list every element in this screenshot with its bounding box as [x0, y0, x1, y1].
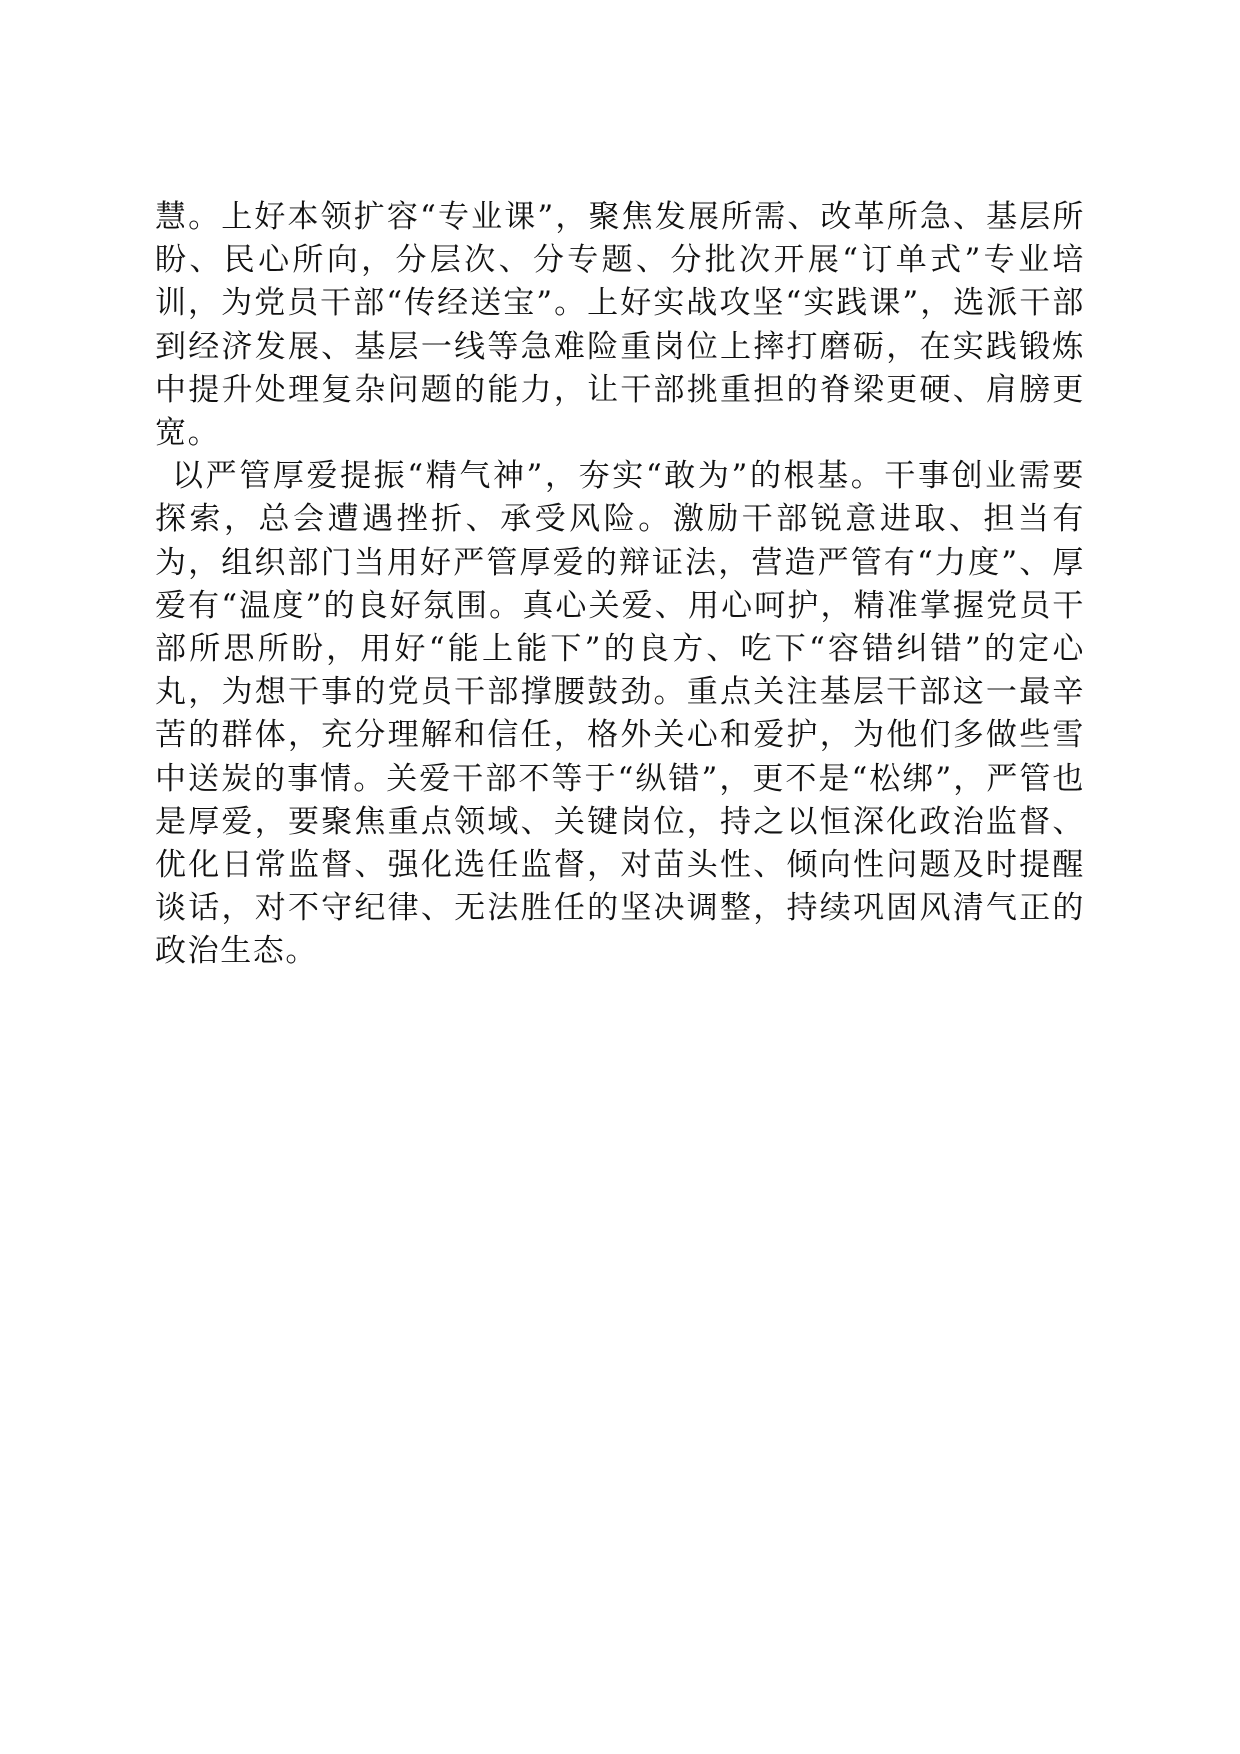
paragraph-continuation: 慧。上好本领扩容“专业课”，聚焦发展所需、改革所急、基层所盼、民心所向，分层次、分专题、分批次开展“订单式”专业培训，为党员干部“传经送宝”。上好实战攻坚“实践课”，选派干部到经济发展、基层一线等急难险重岗位上摔打磨砺，在实践锻炼中提升处理复杂问题的能力，让干部挑重担的脊梁更硬、肩膀更宽。: [155, 199, 1085, 452]
paragraph-strict-management: 以严管厚爱提振“精气神”，夯实“敢为”的根基。干事创业需要探索，总会遭遇挫折、承受风险。激励干部锐意进取、担当有为，组织部门当用好严管厚爱的辩证法，营造严管有“力度”、厚爱有“温度”的良好氛围。真心关爱、用心呵护，精准掌握党员干部所思所盼，用好“能上能下”的良方、吃下“容错纠错”的定心丸，为想干事的党员干部撑腰鼓劲。重点关注基层干部这一最辛苦的群体，充分理解和信任，格外关心和爱护，为他们多做些雪中送炭的事情。关爱干部不等于“纵错”，更不是“松绑”，严管也是厚爱，要聚焦重点领域、关键岗位，持之以恒深化政治监督、优化日常监督、强化选任监督，对苗头性、倾向性问题及时提醒谈话，对不守纪律、无法胜任的坚决调整，持续巩固风清气正的政治生态。: [155, 458, 1085, 970]
document-body: [155, 196, 1085, 974]
